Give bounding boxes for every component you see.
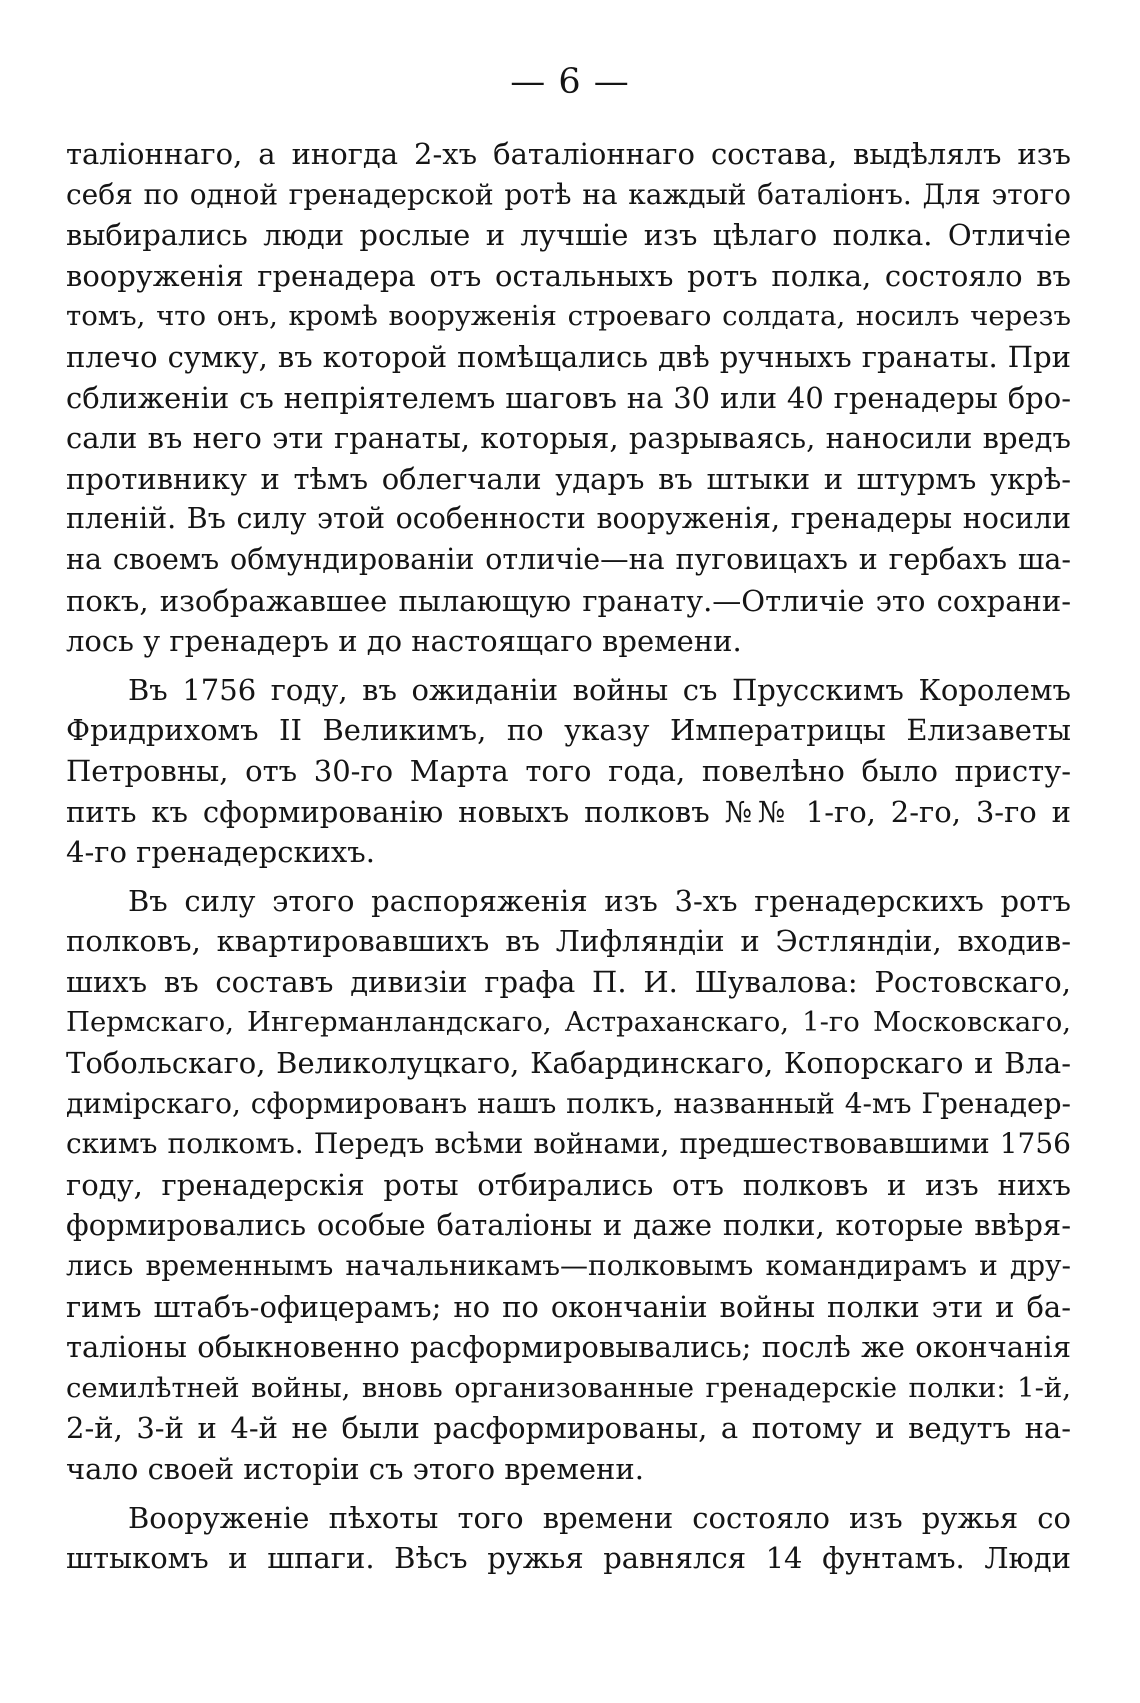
text-line: чало своей исторіи съ этого времени.	[66, 1452, 644, 1486]
text-line: 2-й, 3-й и 4-й не были расформированы, а потому и ведутъ на-	[66, 1411, 1071, 1446]
body-text	[66, 134, 1071, 1579]
text-line: лись временнымъ начальникамъ—полковымъ командирамъ и дру-	[66, 1249, 1071, 1283]
text-line: сближеніи съ непріятелемъ шаговъ на 30 или 40 гренадеры бро-	[66, 380, 1071, 415]
text-line: сали въ него эти гранаты, которыя, разрываясь, наносили вредъ	[66, 421, 1071, 456]
paragraph-4	[66, 1498, 1071, 1579]
text-line: таліоны обыкновенно расформировывались; послѣ же окончанія	[66, 1330, 1071, 1365]
text-line: выбирались люди рослые и лучшіе изъ цѣлаго полка. Отличіе	[66, 218, 1071, 253]
text-line: плечо сумку, въ которой помѣщались двѣ ручныхъ гранаты. При	[66, 339, 1071, 374]
text-line: таліоннаго, а иногда 2-хъ баталіоннаго состава, выдѣлялъ изъ	[66, 137, 1071, 171]
text-line: Въ силу этого распоряженія изъ 3-хъ гренадерскихъ ротъ	[128, 883, 1071, 918]
text-line: году, гренадерскія роты отбирались отъ полковъ и изъ нихъ	[66, 1167, 1071, 1202]
text-line: противнику и тѣмъ облегчали ударъ въ штыки и штурмъ укрѣ-	[66, 461, 1071, 496]
text-line: Петровны, отъ 30-го Марта того года, повелѣно было присту-	[66, 753, 1071, 788]
text-line: Фридрихомъ II Великимъ, по указу Императрицы Елизаветы	[66, 713, 1071, 748]
text-line: Тобольскаго, Великолуцкаго, Кабардинскаго, Копорскаго и Вла-	[66, 1046, 1071, 1081]
paragraph-1	[66, 134, 1071, 662]
text-line: себя по одной гренадерской ротѣ на каждый баталіонъ. Для этого	[66, 177, 1071, 211]
text-line: Въ 1756 году, въ ожиданіи войны съ Прусскимъ Королемъ	[128, 672, 1071, 707]
page-number: — 6 —	[510, 62, 630, 102]
paragraph-3	[66, 881, 1071, 1490]
text-line: вооруженія гренадера отъ остальныхъ ротъ полка, состояло въ	[66, 258, 1071, 293]
text-line: 4-го гренадерскихъ.	[66, 835, 375, 870]
text-line: димірскаго, сформированъ нашъ полкъ, названный 4-мъ Гренадер-	[66, 1086, 1071, 1120]
text-line: лось у гренадеръ и до настоящаго времени.	[66, 624, 742, 659]
text-line: на своемъ обмундированіи отличіе—на пуговицахъ и гербахъ ша-	[66, 542, 1071, 576]
text-line: штыкомъ и шпаги. Вѣсъ ружья равнялся 14 фунтамъ. Люди	[66, 1541, 1071, 1576]
text-line: скимъ полкомъ. Передъ всѣми войнами, предшествовавшими 1756	[66, 1127, 1071, 1161]
paragraph-2	[66, 670, 1071, 873]
text-line: полковъ, квартировавшихъ въ Лифляндіи и Эстляндіи, входив-	[66, 924, 1071, 959]
text-line: Пермскаго, Ингерманландскаго, Астраханскаго, 1-го Московскаго,	[66, 1006, 1071, 1039]
text-line: семилѣтней войны, вновь организованные гренадерскіе полки: 1-й,	[66, 1371, 1071, 1404]
text-line: Вооруженіе пѣхоты того времени состояло изъ ружья со	[128, 1500, 1071, 1535]
text-line: шихъ въ составъ дивизіи графа П. И. Шувалова: Ростовскаго,	[66, 964, 1071, 999]
text-line: пленій. Въ силу этой особенности вооруженія, гренадеры носили	[66, 502, 1071, 536]
text-line: томъ, что онъ, кромѣ вооруженія строеваго солдата, носилъ черезъ	[66, 300, 1071, 333]
text-line: гимъ штабъ-офицерамъ; но по окончаніи войны полки эти и ба-	[66, 1289, 1071, 1324]
text-line: покъ, изображавшее пылающую гранату.—Отличіе это сохрани-	[66, 583, 1071, 618]
text-line: формировались особые баталіоны и даже полки, которые ввѣря-	[66, 1208, 1071, 1243]
text-line: пить къ сформированію новыхъ полковъ №№ 1-го, 2-го, 3-го и	[66, 794, 1071, 829]
